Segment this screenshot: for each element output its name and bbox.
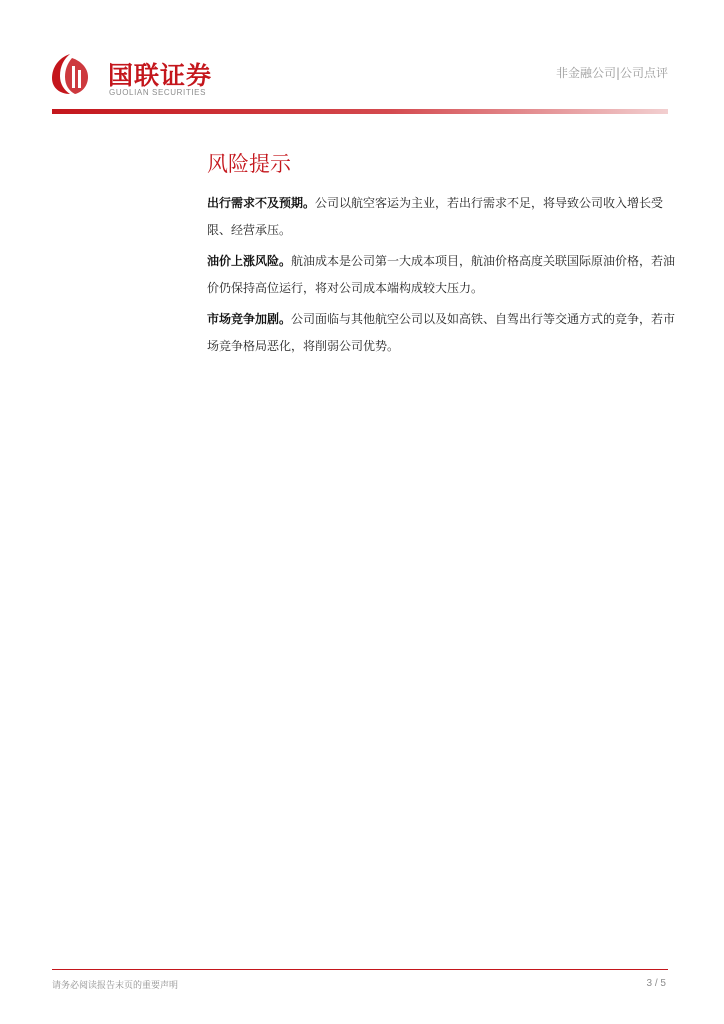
page-number: 3 / 5: [646, 978, 666, 989]
risk-lead-3: 市场竞争加剧。: [207, 312, 292, 326]
brand-name: 国联证券: [108, 61, 213, 90]
risk-paragraph-3: [207, 306, 677, 360]
risk-content: [207, 190, 677, 364]
report-category: 非金融公司|公司点评: [555, 66, 668, 80]
risk-lead-2: 油价上涨风险。: [207, 254, 292, 268]
footer-disclaimer: 请务必阅读报告末页的重要声明: [52, 981, 179, 991]
header-divider: [52, 109, 668, 114]
risk-paragraph-1: [207, 190, 677, 244]
page-header: [0, 0, 724, 120]
risk-lead-1: 出行需求不及预期。: [207, 196, 316, 210]
risk-text-2: 航油成本是公司第一大成本项目，航油价格高度关联国际原油价格，若油价仍保持高位运行，将对公司成本端构成较大压力。: [207, 254, 676, 295]
section-title: 风险提示: [207, 152, 291, 176]
risk-text-1: 公司以航空客运为主业，若出行需求不足，将导致公司收入增长受限、经营承压。: [207, 196, 664, 237]
guolian-logo-icon: [50, 52, 90, 96]
risk-text-3: 公司面临与其他航空公司以及如高铁、自驾出行等交通方式的竞争，若市场竞争格局恶化，将削弱公司优势。: [207, 312, 676, 353]
risk-paragraph-2: [207, 248, 677, 302]
brand-name-en: GUOLIAN SECURITIES: [109, 88, 207, 97]
footer-divider: [52, 969, 668, 970]
